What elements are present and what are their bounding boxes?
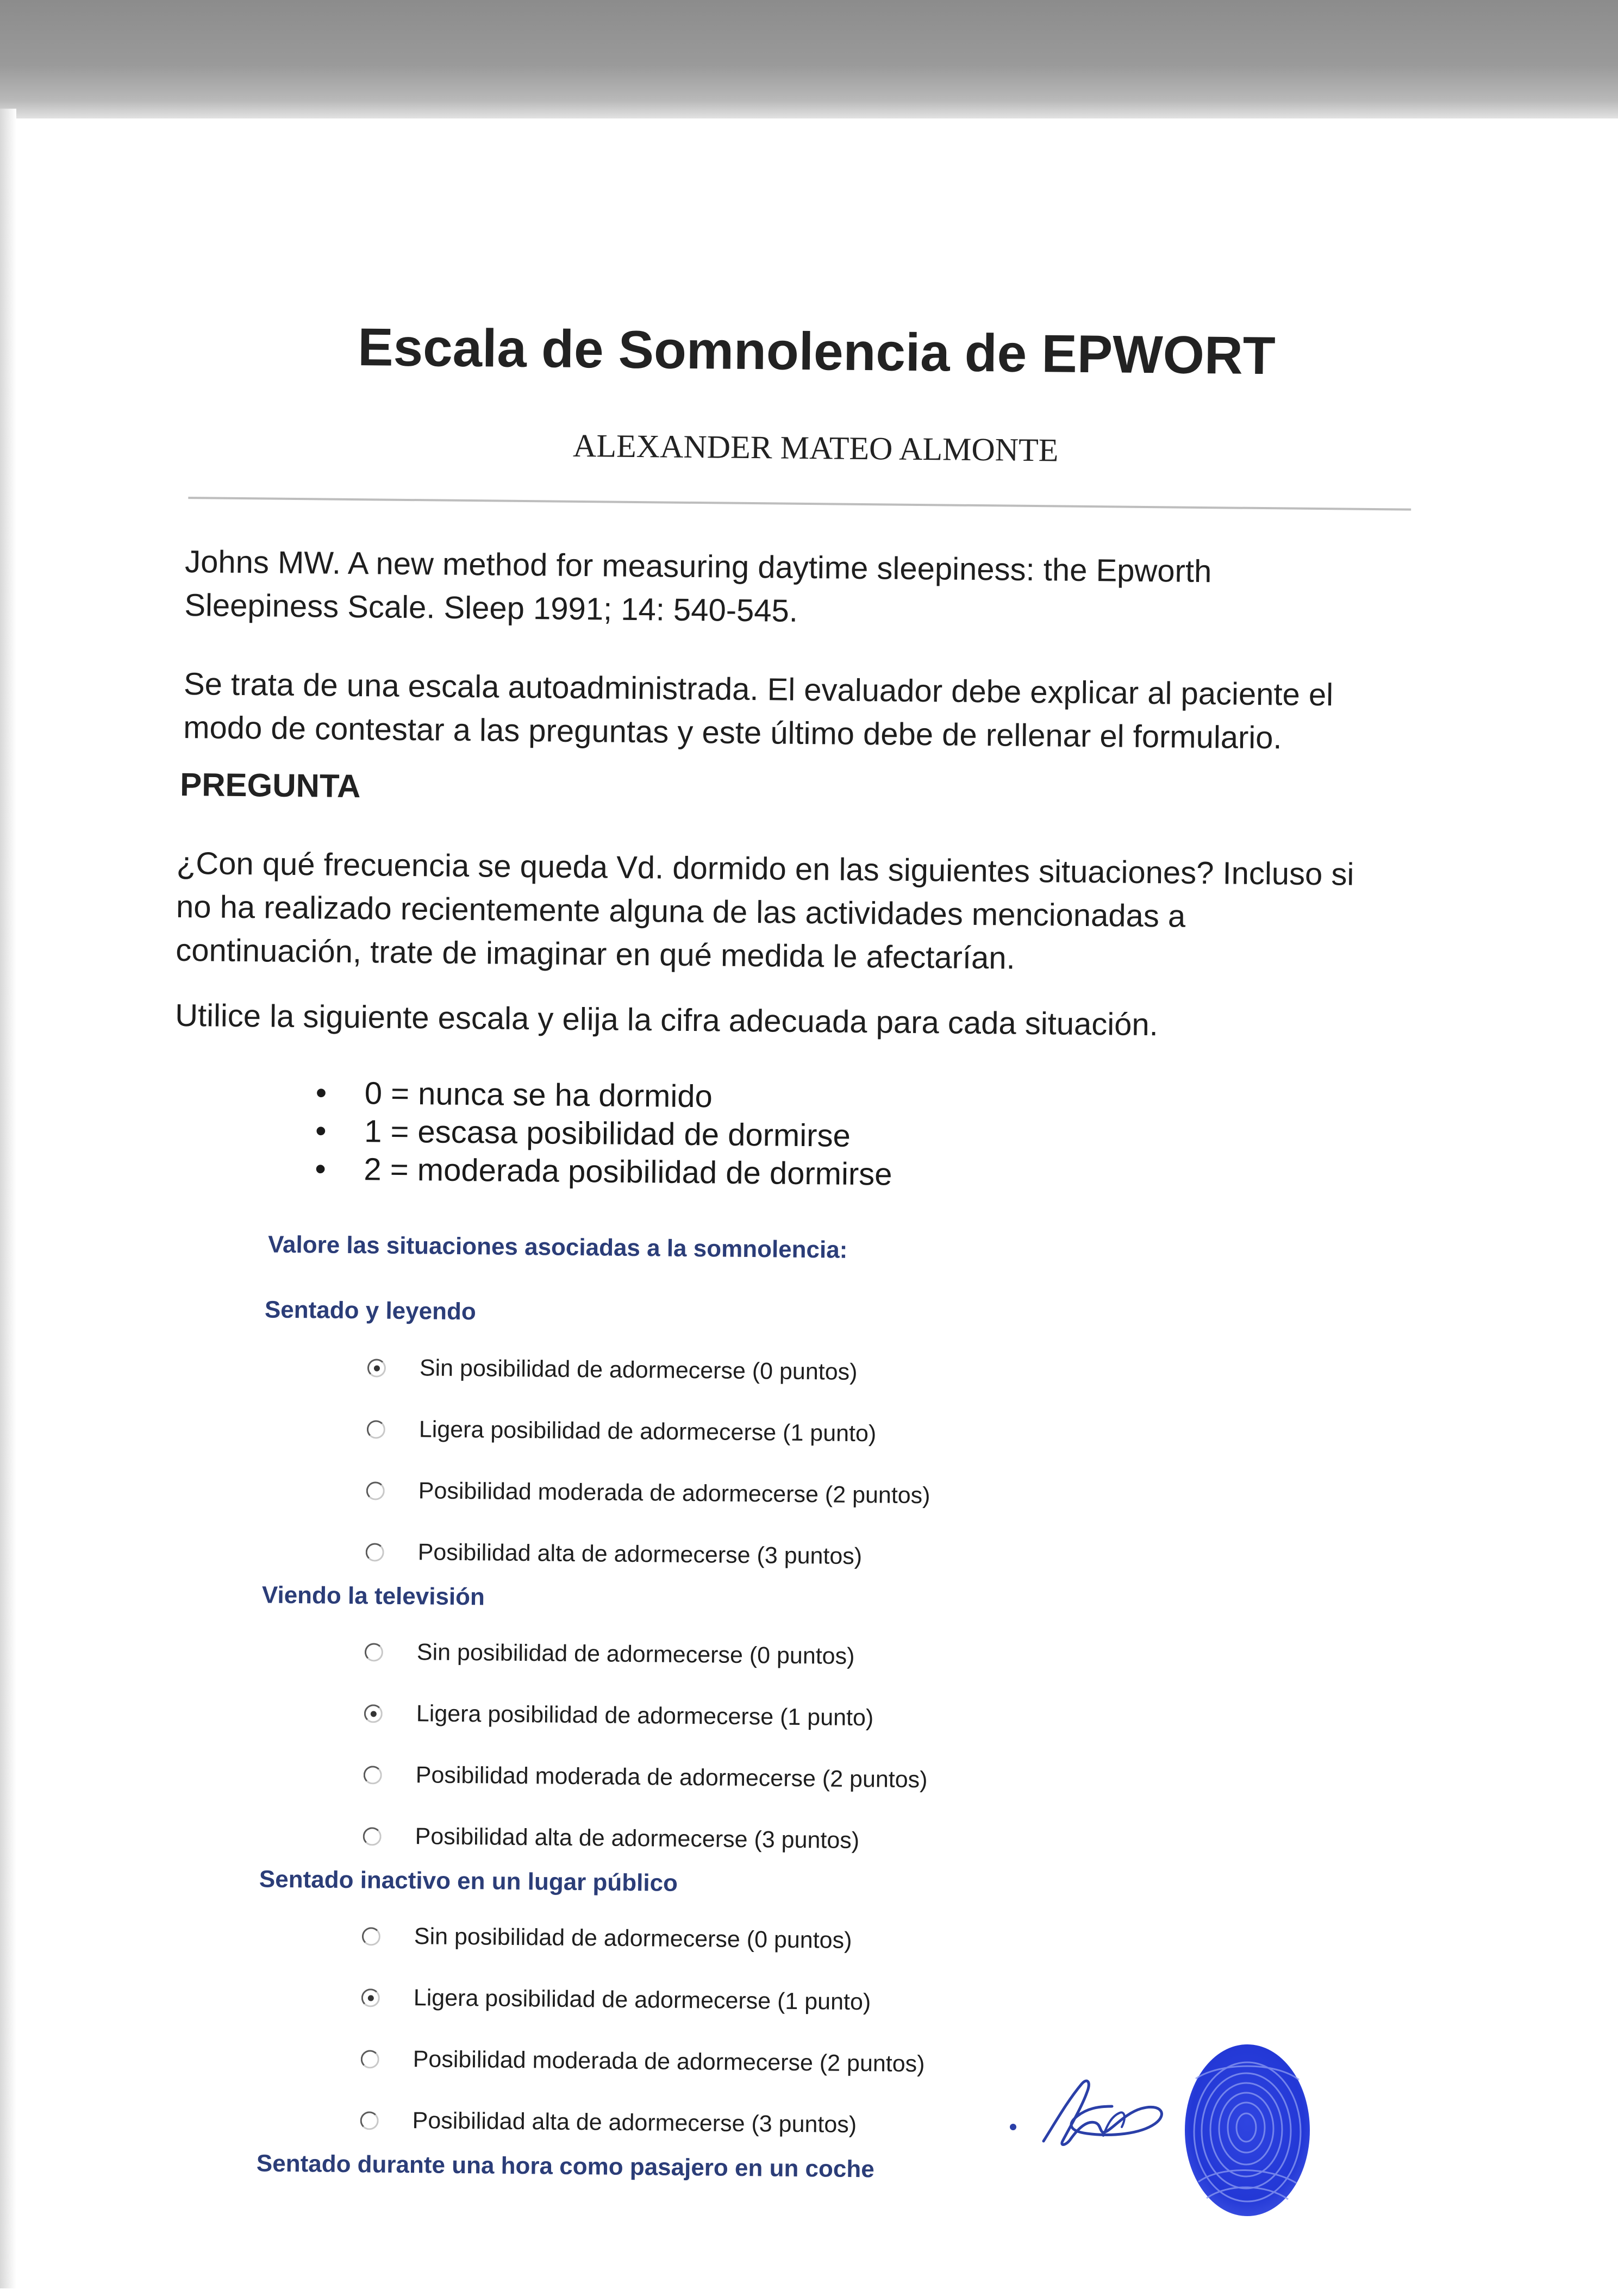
radio-button[interactable] xyxy=(367,1420,385,1438)
radio-button[interactable] xyxy=(362,1927,380,1945)
radio-button[interactable] xyxy=(364,1704,383,1723)
question-line: continuación, trate de imaginar en qué medida le afectarían. xyxy=(176,932,1015,976)
fingerprint-stamp xyxy=(1177,2041,1318,2220)
option-label: Sin posibilidad de adormecerse (0 puntos) xyxy=(414,1923,852,1954)
option-row[interactable] xyxy=(365,1538,862,1570)
option-label: Posibilidad alta de adormecerse (3 puntos) xyxy=(412,2107,857,2138)
option-row[interactable] xyxy=(361,2045,925,2078)
intro-line: Se trata de una escala autoadministrada. El evaluador debe explicar al paciente el xyxy=(183,666,1334,713)
question-line: no ha realizado recientemente alguna de las actividades mencionadas a xyxy=(176,889,1186,934)
option-label: Ligera posibilidad de adormecerse (1 punto) xyxy=(413,1985,871,2016)
option-label: Posibilidad moderada de adormecerse (2 puntos) xyxy=(413,2046,925,2078)
radio-button[interactable] xyxy=(361,1988,380,2007)
option-row[interactable] xyxy=(364,1700,874,1731)
option-label: Sin posibilidad de adormecerse (0 puntos) xyxy=(419,1355,858,1385)
radio-button[interactable] xyxy=(366,1481,385,1500)
handwritten-signature xyxy=(1005,2060,1185,2157)
option-row[interactable] xyxy=(367,1354,858,1386)
option-label: Sin posibilidad de adormecerse (0 puntos) xyxy=(416,1639,855,1669)
option-row[interactable] xyxy=(367,1416,877,1447)
option-row[interactable] xyxy=(364,1761,928,1793)
scale-item: • 0 = nunca se ha dormido xyxy=(315,1074,893,1117)
radio-button[interactable] xyxy=(366,1543,384,1561)
option-row[interactable] xyxy=(361,1984,871,2016)
option-row[interactable] xyxy=(366,1477,930,1509)
group-title-pasajero-coche: Sentado durante una hora como pasajero en un coche xyxy=(256,2150,874,2183)
option-label: Ligera posibilidad de adormecerse (1 punto) xyxy=(418,1416,877,1447)
radio-button[interactable] xyxy=(367,1359,386,1377)
author-name: ALEXANDER MATEO ALMONTE xyxy=(572,427,1059,468)
scale-list xyxy=(315,1074,893,1193)
scale-item: • 2 = moderada posibilidad de dormirse xyxy=(315,1150,892,1193)
option-row[interactable] xyxy=(360,2107,857,2138)
document-title: Escala de Somnolencia de EPWORT xyxy=(357,317,1276,386)
instruction-text: Utilice la siguiente escala y elija la cifra adecuada para cada situación. xyxy=(174,997,1159,1043)
option-label: Posibilidad alta de adormecerse (3 puntos) xyxy=(417,1539,863,1570)
option-label: Ligera posibilidad de adormecerse (1 punto) xyxy=(416,1700,874,1731)
group-title-sentado-leyendo: Sentado y leyendo xyxy=(264,1296,476,1325)
intro-line: modo de contestar a las preguntas y este último debe de rellenar el formulario. xyxy=(183,709,1282,756)
question-paragraph xyxy=(176,842,1354,984)
option-row[interactable] xyxy=(365,1638,855,1670)
radio-button[interactable] xyxy=(361,2050,379,2068)
option-label: Posibilidad moderada de adormecerse (2 puntos) xyxy=(415,1762,928,1793)
header-divider xyxy=(188,497,1411,511)
citation-line: Johns MW. A new method for measuring daytime sleepiness: the Epworth xyxy=(184,544,1212,590)
section-heading: PREGUNTA xyxy=(179,766,361,805)
scale-item: • 1 = escasa posibilidad de dormirse xyxy=(315,1112,893,1155)
option-row[interactable] xyxy=(363,1823,859,1854)
rate-instruction: Valore las situaciones asociadas a la somnolencia: xyxy=(267,1231,848,1263)
option-label: Posibilidad moderada de adormecerse (2 puntos) xyxy=(418,1478,930,1509)
citation-line: Sleepiness Scale. Sleep 1991; 14: 540-545. xyxy=(184,587,798,629)
group-title-lugar-publico: Sentado inactivo en un lugar público xyxy=(259,1866,678,1897)
intro-paragraph xyxy=(183,662,1334,760)
citation-paragraph xyxy=(184,540,1212,637)
group-title-television: Viendo la televisión xyxy=(261,1581,485,1611)
option-row[interactable] xyxy=(362,1923,852,1954)
radio-button[interactable] xyxy=(365,1643,383,1661)
option-label: Posibilidad alta de adormecerse (3 puntos) xyxy=(415,1823,860,1854)
question-line: ¿Con qué frecuencia se queda Vd. dormido en las siguientes situaciones? Incluso si xyxy=(176,845,1354,892)
radio-button[interactable] xyxy=(363,1827,382,1845)
radio-button[interactable] xyxy=(360,2111,379,2130)
radio-button[interactable] xyxy=(364,1766,382,1784)
